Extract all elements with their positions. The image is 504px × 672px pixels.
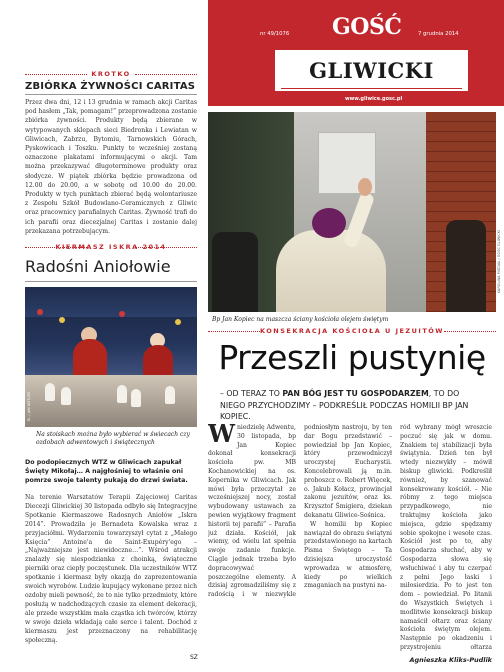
article-author: Agnieszka Kliks-Pudlik [409, 656, 492, 664]
consecration-photo [208, 112, 496, 312]
right-column [208, 0, 504, 672]
article-headline: Przeszli pustynię [218, 338, 486, 377]
masthead [208, 0, 504, 106]
site-url[interactable]: www.gliwice.gosc.pl [345, 96, 403, 102]
kiermasz-body: Na terenie Warsztatów Terapii Zajęciowej Caritas Diecezji Gliwickiej 30 listopada odbyło się Integracyjne Spotkanie Kiermaszowe Radosnych Aniołów „Iskra 2014”. Prowadziła je Bernadeta Kowalska wraz z przyjaciółmi. Wydarzeniu towarzyszył cytat z „Małego Księcia” Antoine'a de Saint-Exupéry'ego – „Najważniejsze jest niewidoczne…”. Wśród atrakcji znalazły się niespodzianka z choinką, świąteczne pierniki oraz ciepły poczęstunek. Dla uczestników WTZ spotkanie i kiermasz były okazją do zaprezentowania swoich wyrobów. Ludzie kupujący wykonane przez nich ozdoby mieli pewność, że to nie tylko przedmioty, które posłużą w nadchodzących czasie za element dekoracji, ale przede wszystkim mała cząstka ich twórców, którzy w swoje dzieła wkładają całe serce i talent. Dochód z kiermaszu jest przeznaczony na rehabilitację społeczną. [25, 494, 197, 644]
kiermasz-title: Radośni Aniołowie [25, 257, 171, 276]
section-label-kiermasz: KIERMASZ ISKRA 2014 [25, 243, 197, 251]
divider [25, 94, 197, 95]
section-label-krotko: KROTKO [25, 70, 197, 78]
issue-date: 7 grudnia 2014 [418, 31, 459, 37]
dropcap: W [208, 424, 235, 448]
article-column-2: ród wybrany mógł wreszcie poczuć się jak w domu. Znakiem tej stabilizacji była świątynia. Dzień ten był wtedy niezwykły – mówił biskup gliwicki. Podkreślił również, by szanować konsekrowany kościół. – Nie róbmy z tego miejsca przypadkowego, nie traktujmy kościoła jako miejsca, gdzie spędzamy sobie spokojne i wesołe czas. Kościół jest po to, aby Gospodarza słuchać, aby w Gospodarza słowa się wsłuchiwać i aby tu czerpać z pełni Jego łaski i miłosierdzia. Po to jest ten dom – powiedział. Po litanii do Wszystkich Świętych i modlitwie konsekracji biskup namaścił ołtarz oraz ściany kościoła świętym olejem. Następnie po okadzeniu i przystrojeniu ołtarza [400, 424, 492, 651]
photo-credit: KAROLINA MIGDAŁ / GOŚĆ GLIWICKI [497, 230, 501, 294]
left-column [0, 0, 208, 672]
edition-title: GLIWICKI [309, 58, 434, 83]
photo-caption: Bp Jan Kopiec na maszcza ściany kościoła olejem świętym [212, 316, 389, 323]
photo-caption: Na stoiskach można było wybierać w świecach czy ozdobach adwentowych i świątecznych [36, 431, 190, 446]
krotko-body: Przez dwa dni, 12 i 13 grudnia w ramach akcji Caritas pod hasłem „Tak, pomagam!” przeprowadzona zostanie zbiórka żywności. Produkty będą zbierane w wytypowanych sklepach sieci Biedronka i Lewiatan w Gliwicach, Zabrzu, Bytomiu, Tarnowskich Górach, Pyskowicach i Toszku. Punkty te wcześniej zostaną oznaczone plakatami informującymi o akcji. Tam można przekazywać długoterminowe produkty oraz słodycze. W piątek zbiórka będzie prowadzona od 12.00 do 20.00, a w sobotę od 10.00 do 20.00. Produkty w tych punktach zbierać będą wolontariusze z Zespołu Szkół Budowlano-Ceramicznych z Gliwic oraz pracownicy parafialnych Caritas. Żywność trafi do ich parafii oraz diecezjalnej Caritas i zostanie dalej przekazana potrzebującym. [25, 99, 197, 235]
issue-number: nr 49/1076 [260, 31, 290, 37]
krotko-title: ZBIÓRKA ŻYWNOŚCI CARITAS [25, 81, 196, 92]
article-column-1: Wniedzielę Adwentu, 30 listopada, bp Jan Kopiec dokonał konsekracji kościoła pw. MB Kochanowickiej na os. Kopernika w Gliwicach. Jak mówi była przeczytał ze wcześniejszej nocy, został wybudowany ustawach za pewien wyjątkowy fragment historii tej parafii” – Parafia już działa. Kościół, jak wiemy, od wielu lat spełnia swoje zadanie funkcje. Ciągle jednak trzeba było dopracowywać poszczególne elementy. A dzisiaj zgromadziliśmy się z radością i w niezwykle podniosłym nastroju, by ten dar Bogu przedstawić – powiedział bp Jan Kopiec, który przewodniczył uroczystej Eucharystii. Koncelebrowali ją m.in. proboszcz o. Robert Więcek, o. Jakub Kołacz, prowincjał zakonu jezuitów, oraz ks. Krzysztof Śmigiera, dziekan dekanatu Gliwice-Sośnica. W homilii bp Kopiec nawiązał do obrazu świątyni przedstawionego na kartach Pisma Świętego – Ta dzisiejsza uroczystość wprowadza w atmosferę, kiedy po wielkich zmaganiach na pustyni na- [208, 424, 392, 599]
page-marker: SZ [190, 654, 198, 661]
kiermasz-photo [25, 287, 197, 427]
article-dek: – OD TERAZ TO PAN BÓG JEST TU GOSPODARZEM, TO DO NIEGO PRZYCHODZIMY – PODKREŚLIŁ PODCZAS HOMILII BP JAN KOPIEC. [220, 389, 469, 421]
photo-credit: EL / JAN KISTLER [27, 392, 31, 421]
kiermasz-lead: Do podopiecznych WTZ w Gliwicach zapukał Święty Mikołaj… A najgłośniej to właśnie oni pomrze swoje talenty pukają do drzwi świata. [25, 459, 188, 484]
section-label-konsekracja: KONSEKRACJA KOŚCIOŁA U JEZUITÓW [208, 327, 496, 335]
edition-band [275, 50, 468, 91]
divider [25, 281, 197, 282]
gosc-logo: GOŚĆ [332, 14, 402, 40]
